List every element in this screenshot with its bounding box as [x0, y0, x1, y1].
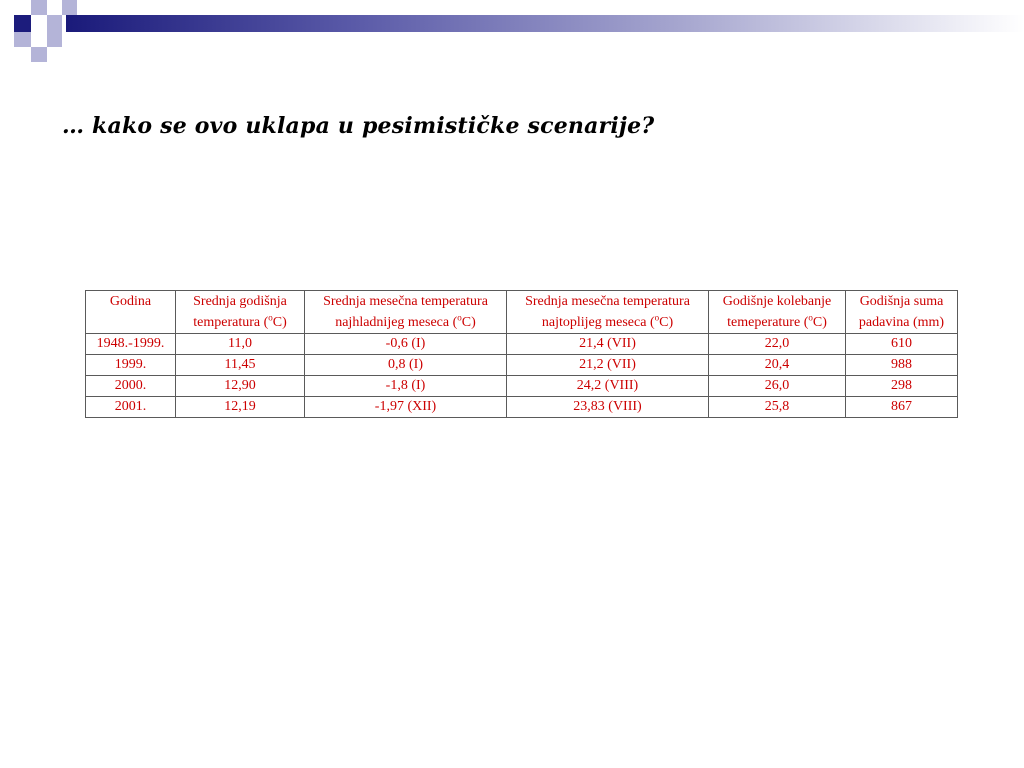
header-line1: Godišnje kolebanje — [722, 294, 832, 309]
column-header — [176, 291, 305, 334]
degree-superscript: o — [808, 312, 813, 323]
cell-year: 2000. — [86, 376, 176, 397]
cell-mean-annual-temp: 12,90 — [176, 376, 305, 397]
column-header — [846, 291, 958, 334]
header-gradient-band — [66, 15, 1024, 32]
header-square-decoration — [31, 0, 47, 15]
slide-title: … kako se ovo uklapa u pesimističke scenarije? — [62, 113, 655, 139]
cell-annual-range: 25,8 — [709, 397, 846, 418]
cell-coldest-month-temp: 0,8 (I) — [305, 355, 507, 376]
column-header — [709, 291, 846, 334]
header-square-decoration — [47, 32, 62, 47]
column-header — [507, 291, 709, 334]
cell-warmest-month-temp: 21,2 (VII) — [507, 355, 709, 376]
cell-warmest-month-temp: 23,83 (VIII) — [507, 397, 709, 418]
header-line1: Srednja mesečna temperatura — [323, 294, 488, 309]
header-square-decoration — [47, 15, 62, 32]
column-header — [86, 291, 176, 334]
cell-coldest-month-temp: -1,8 (I) — [305, 376, 507, 397]
cell-mean-annual-temp: 11,0 — [176, 334, 305, 355]
degree-superscript: o — [457, 312, 462, 323]
column-header — [305, 291, 507, 334]
cell-precipitation: 298 — [846, 376, 958, 397]
header-square-decoration — [14, 32, 31, 47]
header-line1: Godišnja suma — [859, 294, 944, 309]
table-header-row — [86, 291, 958, 334]
header-line2: padavina (mm) — [858, 315, 945, 330]
cell-coldest-month-temp: -1,97 (XII) — [305, 397, 507, 418]
header-square-decoration — [62, 0, 77, 15]
header-line2: temperatura ( — [193, 315, 269, 330]
table-row — [86, 376, 958, 397]
cell-year: 1999. — [86, 355, 176, 376]
cell-annual-range: 22,0 — [709, 334, 846, 355]
cell-precipitation: 867 — [846, 397, 958, 418]
degree-superscript: o — [654, 312, 660, 323]
table-row — [86, 355, 958, 376]
header-square-decoration — [14, 15, 31, 32]
header-square-decoration — [31, 47, 47, 62]
header-line2: najtoplijeg meseca ( — [541, 315, 655, 330]
cell-coldest-month-temp: -0,6 (I) — [305, 334, 507, 355]
cell-annual-range: 26,0 — [709, 376, 846, 397]
cell-precipitation: 988 — [846, 355, 958, 376]
table-row — [86, 334, 958, 355]
cell-year: 1948.-1999. — [86, 334, 176, 355]
header-line2-unit: C) — [461, 315, 476, 330]
header-line2: najhladnijeg meseca ( — [335, 315, 458, 330]
header-line2: temeperature ( — [727, 315, 809, 330]
cell-annual-range: 20,4 — [709, 355, 846, 376]
climate-data-table — [85, 290, 958, 418]
cell-precipitation: 610 — [846, 334, 958, 355]
cell-mean-annual-temp: 11,45 — [176, 355, 305, 376]
table-row — [86, 397, 958, 418]
header-line2-unit: C) — [812, 315, 827, 330]
header-line2-unit: C) — [659, 315, 674, 330]
header-line1: Srednja mesečna temperatura — [525, 294, 690, 309]
header-line1: Srednja godišnja — [193, 294, 287, 309]
cell-warmest-month-temp: 24,2 (VIII) — [507, 376, 709, 397]
cell-year: 2001. — [86, 397, 176, 418]
header-line2-unit: C) — [272, 315, 287, 330]
cell-mean-annual-temp: 12,19 — [176, 397, 305, 418]
header-line1: Godina — [109, 294, 152, 309]
cell-warmest-month-temp: 21,4 (VII) — [507, 334, 709, 355]
degree-superscript: o — [268, 312, 273, 323]
